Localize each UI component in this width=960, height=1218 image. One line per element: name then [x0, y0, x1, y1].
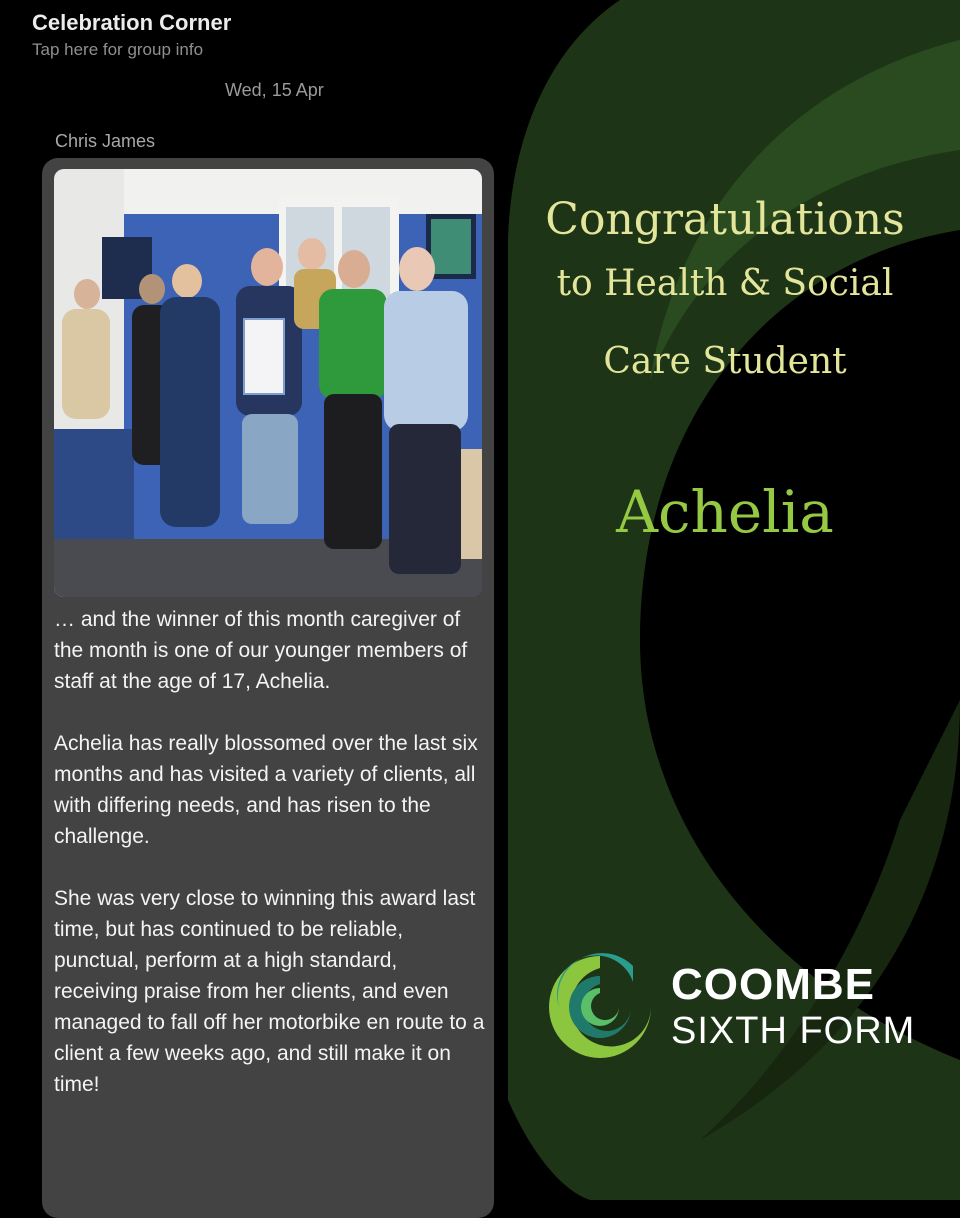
logo-word-sixth-form: SIXTH FORM — [671, 1010, 916, 1052]
student-name: Achelia — [616, 478, 834, 546]
coombe-sixth-form-logo — [545, 952, 915, 1062]
sender-name: Chris James — [55, 131, 156, 151]
attached-photo[interactable] — [54, 169, 482, 597]
logo-word-coombe: COOMBE — [671, 960, 875, 1009]
message-paragraph-3: She was very close to winning this award last time, but has continued to be reliable, punctual, perform at a high standard, receiving praise from her clients, and even managed to fall off her motorbike en route to a client a few weeks ago, and still make it on time! — [54, 887, 485, 1096]
message-bubble[interactable] — [42, 158, 494, 1218]
congratulations-headline — [510, 188, 940, 386]
group-info-link[interactable]: Tap here for group info — [32, 40, 204, 59]
message-paragraph-1: … and the winner of this month caregiver of the month is one of our younger members of staff at the age of 17, Achelia. — [54, 608, 468, 693]
headline-line-3: Care Student — [603, 341, 847, 382]
swirl-logo-icon — [545, 952, 655, 1062]
date-separator: Wed, 15 Apr — [225, 80, 324, 100]
group-name[interactable]: Celebration Corner — [32, 10, 232, 35]
chat-header[interactable] — [32, 10, 231, 60]
headline-line-1: Congratulations — [545, 194, 905, 245]
message-paragraph-2: Achelia has really blossomed over the last six months and has visited a variety of clients, all with differing needs, and has risen to the challenge. — [54, 732, 478, 848]
message-text — [54, 604, 486, 1131]
headline-line-2: to Health & Social — [556, 263, 894, 304]
